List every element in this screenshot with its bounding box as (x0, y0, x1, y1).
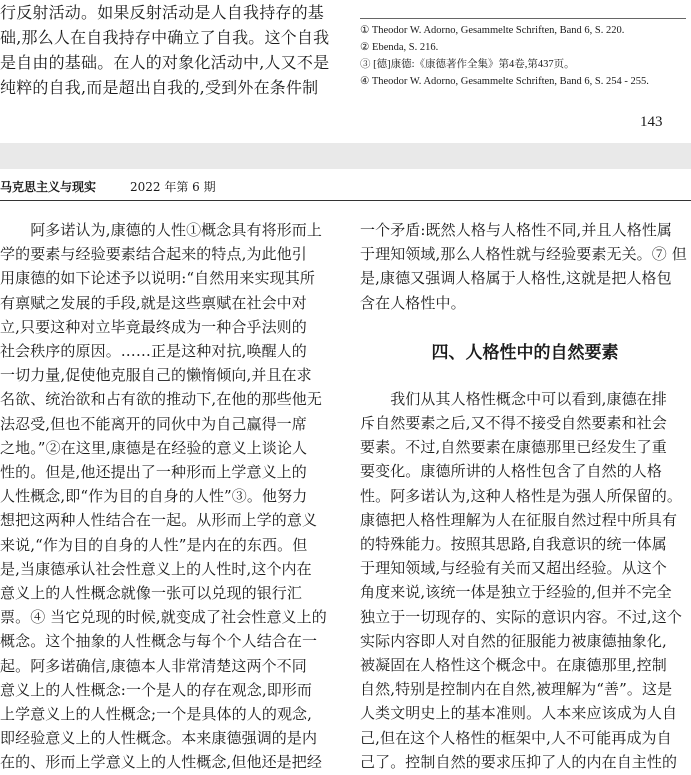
text-line: 阿多诺认为,康德的人性①概念具有将形而上 (0, 221, 322, 239)
text-line: 要素。不过,自然要素在康德那里已经发生了重 (360, 438, 667, 457)
text-line: 于理知领域,那么人格性就与经验要素无关。⑦ 但 (360, 245, 687, 264)
header-rule (0, 200, 691, 201)
footnote-2: ② Ebenda, S. 216. (360, 42, 439, 53)
text-line: 自然,特别是控制内在自然,被理解为“善”。这是 (360, 680, 673, 699)
text-line: 社会秩序的原因。……正是这种对抗,唤醒人的 (0, 342, 307, 361)
left-column (0, 218, 338, 775)
text-line: 实际内容即人对自然的征服能力被康德抽象化, (360, 631, 667, 650)
text-line: 概念。这个抽象的人性概念与每个个人结合在一 (0, 632, 318, 651)
text-line: 意义上的人性概念就像一张可以兑现的银行汇 (0, 584, 303, 603)
text-line: 的特殊能力。按照其思路,自我意识的统一体属 (360, 535, 667, 554)
text-line: 有禀赋之发展的手段,就是这些禀赋在社会中对 (0, 293, 307, 312)
text-line: 一个矛盾:既然人格与人格性不同,并且人格性属 (360, 221, 673, 239)
text-line: 斥自然要素之后,又不得不接受自然要素和社会 (360, 414, 667, 433)
footnotes (360, 22, 686, 90)
text-line: 想把这两种人性结合在一起。从形而上学的意义 (0, 511, 318, 530)
text-line: 是,康德又强调人格属于人格性,这就是把人格包 (360, 269, 672, 288)
issue-label: 2022 年第 6 期 (130, 180, 216, 194)
text-line: 独立于一切现存的、实际的意识内容。不过,这个 (360, 607, 682, 626)
text-line: 用康德的如下论述予以说明:“自然用来实现其所 (0, 269, 315, 288)
text-line: 性的。但是,他还提出了一种形而上学意义上的 (0, 463, 307, 482)
text-line: 我们从其人格性概念中可以看到,康德在排 (360, 389, 667, 408)
text-line: 己了。控制自然的要求压抑了人的内在自主性的 (360, 752, 678, 771)
footnote-4: ④ Theodor W. Adorno, Gesammelte Schriften, Band 6, S. 254 - 255. (360, 76, 649, 87)
text-line: 是,当康德承认社会性意义上的人性时,这个内在 (0, 559, 312, 578)
text-line: 于理知领域,与经验有关而又超出经验。从这个 (360, 559, 667, 578)
text-line: 即经验意义上的人性概念。本来康德强调的是内 (0, 729, 318, 748)
right-column (360, 218, 690, 774)
text-line: 来说,“作为目的自身的人性”是内在的东西。但 (0, 535, 308, 554)
text-line: 要变化。康德所讲的人格性包含了自然的人格 (360, 462, 663, 481)
text-line: 康德把人格性理解为人在征服自然过程中所具有 (360, 510, 678, 529)
section-heading: 四、人格性中的自然要素 (431, 342, 619, 363)
text-line: 名欲、统治欲和占有欲的推动下,在他的那些他无 (0, 390, 322, 409)
text-line: 上学意义上的人性概念;一个是具体的人的观念, (0, 705, 313, 724)
text-line: 被凝固在人格性这个概念中。在康德那里,控制 (360, 656, 667, 675)
running-head (0, 177, 691, 199)
text-line: 立,只要这种对立毕竟最终成为一种合乎法则的 (0, 317, 307, 336)
footnote-3: ③ [德]康德:《康德著作全集》第4卷,第437页。 (360, 59, 575, 70)
footnote-rule (360, 18, 686, 19)
page-gap (0, 143, 691, 169)
text-line: 含在人格性中。 (360, 293, 466, 312)
text-line: 意义上的人性概念:一个是人的存在观念,即形而 (0, 680, 313, 699)
text-line: 础,那么人在自我持存中确立了自我。这个自我 (0, 28, 330, 47)
text-line: 是自由的基础。在人的对象化活动中,人又不是 (0, 53, 330, 72)
journal-title: 马克思主义与现实 (0, 180, 97, 194)
top-left-paragraph (0, 0, 338, 100)
text-line: 纯粹的自我,而是超出自我的,受到外在条件制 (0, 78, 319, 97)
text-line: 人类文明史上的基本准则。人本来应该成为人自 (360, 704, 678, 723)
text-line: 性。阿多诺认为,这种人格性是为强人所保留的。 (360, 486, 682, 505)
text-line: 己,但在这个人格性的框架中,人不可能再成为自 (360, 728, 672, 747)
text-line: 行反射活动。如果反射活动是人自我持存的基 (0, 3, 325, 22)
text-line: 角度来说,该统一体是独立于经验的,但并不完全 (360, 583, 672, 602)
text-line: 学的要素与经验要素结合起来的特点,为此他引 (0, 245, 307, 264)
text-line: 之地。”②在这里,康德是在经验的意义上谈论人 (0, 438, 308, 457)
page-number: 143 (640, 114, 663, 130)
top-page-fragment (0, 0, 691, 143)
text-line: 一切力量,促使他克服自己的懒惰倾向,并且在求 (0, 366, 312, 385)
text-line: 法忍受,但也不能离开的同伙中为自己赢得一席 (0, 414, 307, 433)
text-line: 起。阿多诺确信,康德本人非常清楚这两个不同 (0, 656, 307, 675)
text-line: 人性概念,即“作为目的自身的人性”③。他努力 (0, 487, 308, 506)
text-line: 在的、形而上学意义上的人性概念,但他还是把经 (0, 753, 322, 772)
bottom-page (0, 169, 691, 772)
footnote-1: ① Theodor W. Adorno, Gesammelte Schriften, Band 6, S. 220. (360, 25, 625, 36)
text-line: 票。④ 当它兑现的时候,就变成了社会性意义上的 (0, 608, 327, 627)
